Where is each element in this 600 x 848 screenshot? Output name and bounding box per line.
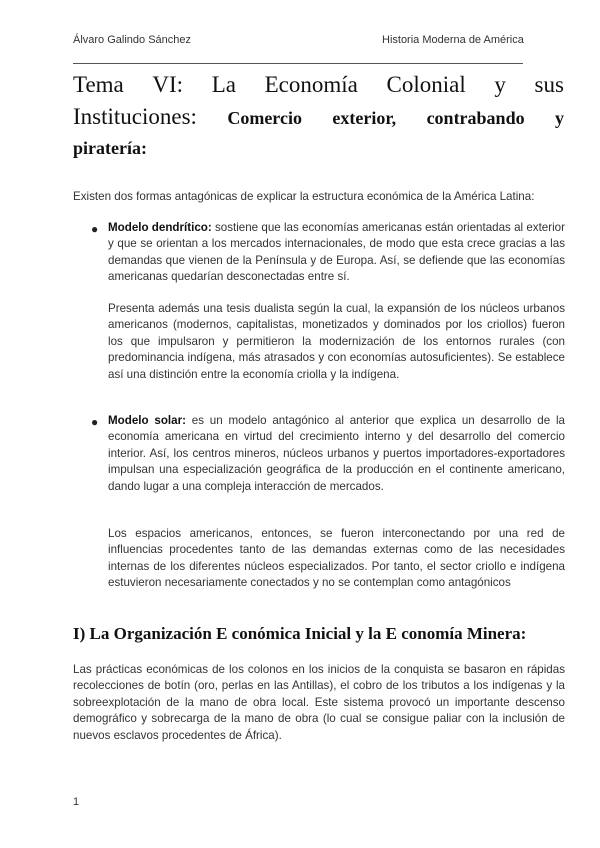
section-heading: I) La Organización E conómica Inicial y la E conomía Minera: xyxy=(73,624,527,643)
title-word: VI: xyxy=(152,72,184,97)
title-word: y xyxy=(494,72,506,97)
title-word: Tema xyxy=(73,72,124,97)
bullet-term: Modelo solar: xyxy=(108,414,186,427)
bullet-marker: ● xyxy=(91,415,99,429)
title-word: La xyxy=(211,72,236,97)
subtitle-word: Comercio xyxy=(227,108,302,128)
bullet-term: Modelo dendrítico: xyxy=(108,221,212,234)
bullet-paragraph-dendritico xyxy=(108,220,565,286)
bullet-text: es un modelo antagónico al anterior que explica un desarrollo de la economía americana en virtud del crecimiento interno y del desarrollo del comercio interior. Así, los centros mineros, núcleos urbanos y puertos importadores-exportadores impulsan una especialización geográfica de la producción en el continente americano, dando lugar a una compleja interacción de mercados. xyxy=(108,414,565,493)
section-body: Las prácticas económicas de los colonos en los inicios de la conquista se basaron en rápidas recolecciones de botín (oro, perlas en las Antillas), el cobro de los tributos a los indígenas y la sobreexplotación de la mano de obra local. Este sistema provocó un importante descenso demográfico y sobrecarga de la mano de obra (lo cual se consigue paliar con la inclusión de nuevos esclavos procedentes de África). xyxy=(73,663,565,742)
header-course: Historia Moderna de América xyxy=(382,34,524,46)
bullet-marker: ● xyxy=(91,222,99,236)
subtitle-word: contrabando xyxy=(426,108,525,128)
title-word: Economía xyxy=(264,72,358,97)
bullet-text: sostiene que las economías americanas están orientadas al exterior y que se orientan a los mercados internacionales, de modo que esta crece gracias a las demandas que vienen de la Península y de Europa. Así, se defiende que las economías americanas quedarían desconectadas entre sí. xyxy=(108,221,565,284)
title-word: sus xyxy=(534,72,564,97)
bullet-paragraph-solar xyxy=(108,413,565,495)
header-author: Álvaro Galindo Sánchez xyxy=(73,34,192,46)
header-rule xyxy=(73,63,523,64)
title-line-2 xyxy=(73,104,564,130)
subtitle-word: y xyxy=(554,108,564,128)
title-word: Colonial xyxy=(386,72,466,97)
follow-paragraph-solar: Los espacios americanos, entonces, se fueron interconectando por una red de influencias procedentes tanto de las demandas externas como de las necesidades internas de los diferentes núcleos especializados. Por tanto, el sector criollo e indígena estuvieron necesariamente conectados y no se contemplan como antagónicos xyxy=(108,527,565,590)
page-number: 1 xyxy=(73,796,80,808)
title-word: Instituciones: xyxy=(73,104,197,129)
title-line-1 xyxy=(73,72,564,98)
title-line-3: piratería: xyxy=(73,138,147,158)
intro-paragraph: Existen dos formas antagónicas de explicar la estructura económica de la América Latina: xyxy=(73,190,535,203)
subtitle-word: exterior, xyxy=(332,108,397,128)
follow-paragraph-dendritico: Presenta además una tesis dualista según la cual, la expansión de los núcleos urbanos americanos (modernos, capitalistas, monetizados y dominados por los criollos) fueron los que impulsaron y permitieron la modernización de los entornos rurales (con predominancia indígena, más atrasados y con economías autosuficientes). Se establece así una distinción entre la economía criolla y la indígena. xyxy=(108,302,565,381)
